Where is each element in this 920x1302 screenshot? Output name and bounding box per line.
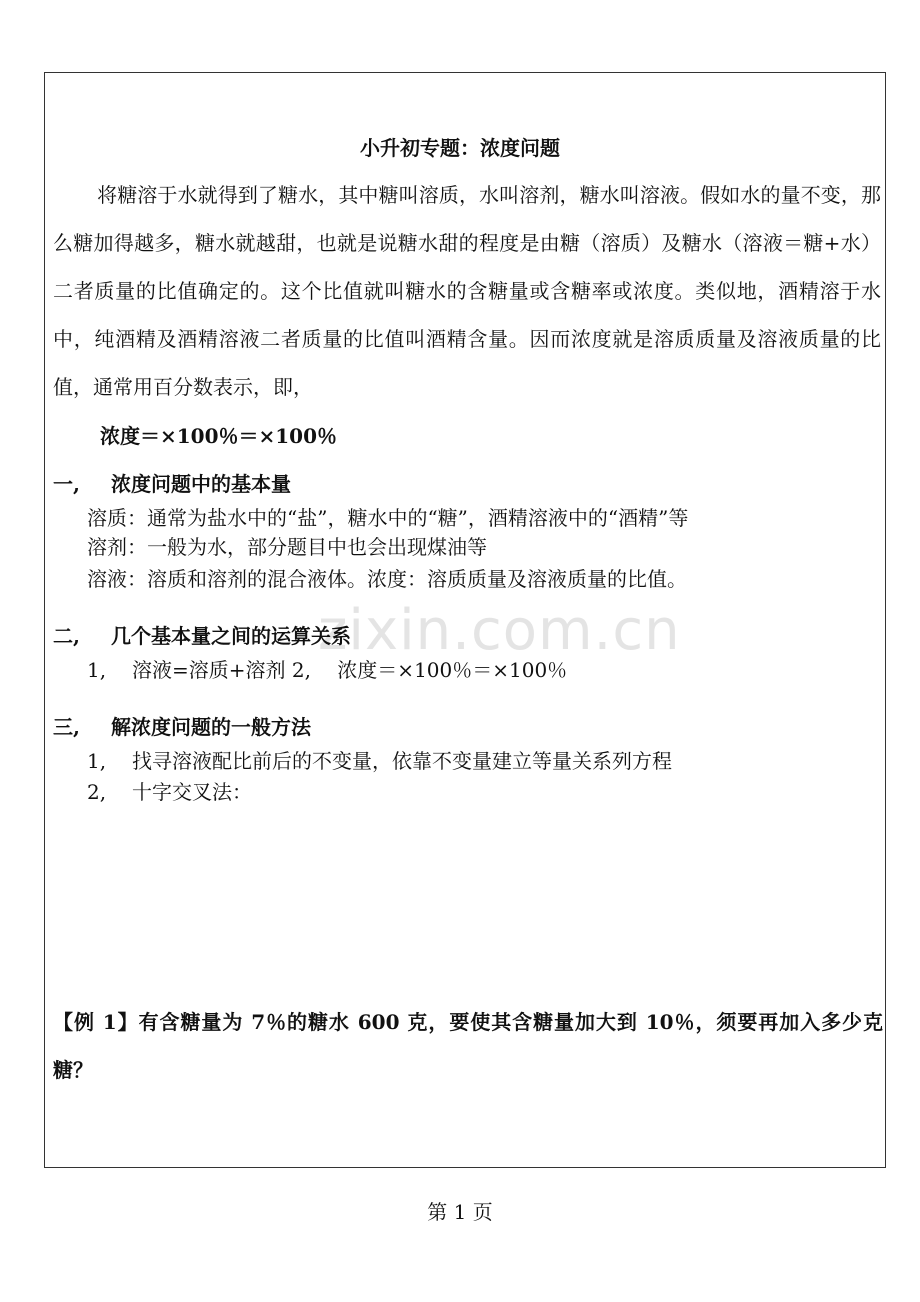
example-1: 【例 1】有含糖量为 7％的糖水 600 克，要使其含糖量加大到 10％，须要再加入多少克糖？ bbox=[53, 1010, 883, 1082]
section-number: 一, bbox=[53, 472, 80, 496]
section-title: 浓度问题中的基本量 bbox=[111, 472, 291, 496]
section-title: 解浓度问题的一般方法 bbox=[111, 715, 311, 739]
section-1-heading bbox=[53, 468, 291, 497]
intro-text: 将糖溶于水就得到了糖水，其中糖叫溶质，水叫溶剂，糖水叫溶液。假如水的量不变，那么糖加得越多，糖水就越甜，也就是说糖水甜的程度是由糖（溶质）及糖水（溶液＝糖+水）二者质量的比值确定的。这个比值就叫糖水的含糖量或含糖率或浓度。类似地，酒精溶于水中，纯酒精及酒精溶液二者质量的比值叫酒精含量。因而浓度就是溶质质量及溶液质量的比值，通常用百分数表示，即， bbox=[53, 183, 881, 399]
section-1-line: 溶液：溶质和溶剂的混合液体。浓度：溶质质量及溶液质量的比值。 bbox=[87, 567, 687, 591]
watermark: zixin.com.cn bbox=[318, 598, 681, 663]
item-text: 溶液=溶质+溶剂 2, 浓度＝×100％＝×100％ bbox=[132, 658, 568, 682]
item-number: 1, bbox=[87, 658, 107, 682]
item-number: 1, bbox=[87, 749, 107, 773]
section-1-line: 溶剂：一般为水，部分题目中也会出现煤油等 bbox=[87, 535, 487, 559]
item-number: 2, bbox=[87, 780, 107, 804]
section-3-item bbox=[87, 745, 672, 774]
section-1-line: 溶质：通常为盐水中的“盐”，糖水中的“糖”，酒精溶液中的“酒精”等 bbox=[87, 506, 689, 530]
item-text: 找寻溶液配比前后的不变量，依靠不变量建立等量关系列方程 bbox=[132, 749, 672, 773]
intro-paragraph bbox=[53, 171, 881, 411]
section-title: 几个基本量之间的运算关系 bbox=[111, 624, 351, 648]
page-title: 小升初专题：浓度问题 bbox=[360, 136, 560, 160]
section-3-item bbox=[87, 776, 252, 805]
page-number: 第 1 页 bbox=[427, 1200, 493, 1224]
section-number: 二, bbox=[53, 624, 80, 648]
section-2-heading bbox=[53, 620, 351, 649]
section-2-item bbox=[87, 654, 567, 683]
section-3-heading bbox=[53, 711, 311, 740]
item-text: 十字交叉法： bbox=[132, 780, 252, 804]
concentration-formula: 浓度＝×100％＝×100％ bbox=[100, 424, 338, 448]
section-number: 三, bbox=[53, 715, 80, 739]
